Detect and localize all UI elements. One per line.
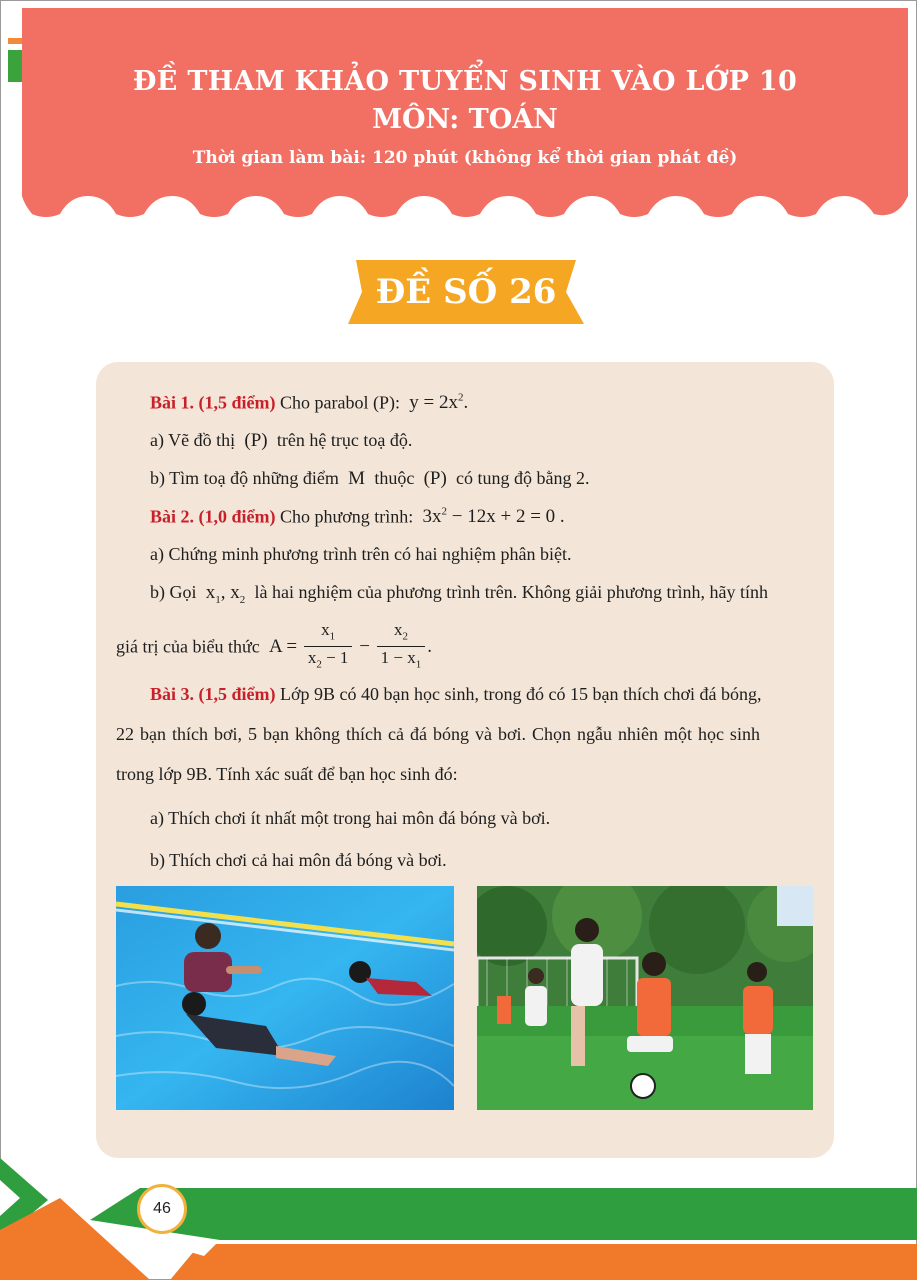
bai1-part-b-point: M — [343, 468, 370, 489]
swimming-photo — [116, 886, 454, 1110]
bai2-part-b-end: là hai nghiệm của phương trình trên. Không giải phương trình, hãy tính — [254, 582, 768, 602]
bai2-expression: A = $\frac{x_1}{x_2 - 1}$ − $\frac{x_2}{1 - x_1}$ . — [264, 620, 432, 671]
bai1-part-a-text: a) Vẽ đồ thị — [150, 430, 236, 450]
bai3-line1: Lớp 9B có 40 bạn học sinh, trong đó có 15 bạn thích chơi đá bóng, — [280, 684, 762, 704]
bai2-part-b — [150, 582, 768, 606]
header-title-line1: ĐỀ THAM KHẢO TUYỂN SINH VÀO LỚP 10 — [132, 66, 798, 97]
bai2-label: Bài 2. (1,0 điểm) — [150, 506, 276, 527]
bai2-part-b-expression — [116, 620, 432, 676]
bai1-heading — [150, 392, 468, 414]
bai1-part-b-end: có tung độ bằng 2. — [456, 468, 590, 488]
football-photo — [477, 886, 813, 1110]
bai1-part-b-text: b) Tìm toạ độ những điểm — [150, 468, 339, 488]
bai1-part-a — [150, 430, 412, 452]
bai1-formula: $y = 2x^2$. — [404, 392, 469, 414]
bai2-expression-label: giá trị của biểu thức — [116, 636, 260, 657]
bai3-heading — [150, 684, 761, 705]
bai1-part-a-end: trên hệ trục toạ độ. — [276, 430, 413, 450]
bai3-part-a: a) Thích chơi ít nhất một trong hai môn đá bóng và bơi. — [150, 808, 551, 828]
bai1-part-b-mid: thuộc — [374, 468, 415, 488]
page-number: 46 — [137, 1184, 187, 1234]
exam-number-badge — [348, 260, 584, 324]
bai2-part-a: a) Chứng minh phương trình trên có hai nghiệm phân biệt. — [150, 544, 572, 564]
bai1-part-a-symbol: (P) — [239, 430, 273, 451]
bai2-text: Cho phương trình: — [280, 506, 414, 527]
header-subtitle: Thời gian làm bài: 120 phút (không kể thời gian phát đề) — [192, 148, 738, 168]
bai2-roots: $x_1$, $x_2$ — [201, 582, 246, 606]
bai1-part-b-symbol: (P) — [418, 468, 452, 489]
bai1-part-b — [150, 468, 590, 490]
bai2-part-b-text: b) Gọi — [150, 582, 197, 602]
bai3-part-b: b) Thích chơi cả hai môn đá bóng và bơi. — [150, 850, 447, 870]
exam-number-label: ĐỀ SỐ 26 — [375, 272, 557, 312]
bai3-label: Bài 3. (1,5 điểm) — [150, 684, 276, 704]
left-edge-strip — [8, 38, 22, 82]
header-banner — [22, 8, 908, 220]
bai2-equation: $3x^2 - 12x + 2 = 0$ . — [417, 506, 565, 528]
bai1-label: Bài 1. (1,5 điểm) — [150, 392, 276, 413]
bai1-text: Cho parabol (P): — [280, 392, 400, 413]
bai3-line3: trong lớp 9B. Tính xác suất để bạn học sinh đó: — [116, 764, 458, 784]
bai2-heading — [150, 506, 565, 528]
header-title-line2: MÔN: TOÁN — [372, 104, 558, 135]
bai3-line2: 22 bạn thích bơi, 5 bạn không thích cả đá bóng và bơi. Chọn ngẫu nhiên một học sinh — [116, 724, 760, 744]
